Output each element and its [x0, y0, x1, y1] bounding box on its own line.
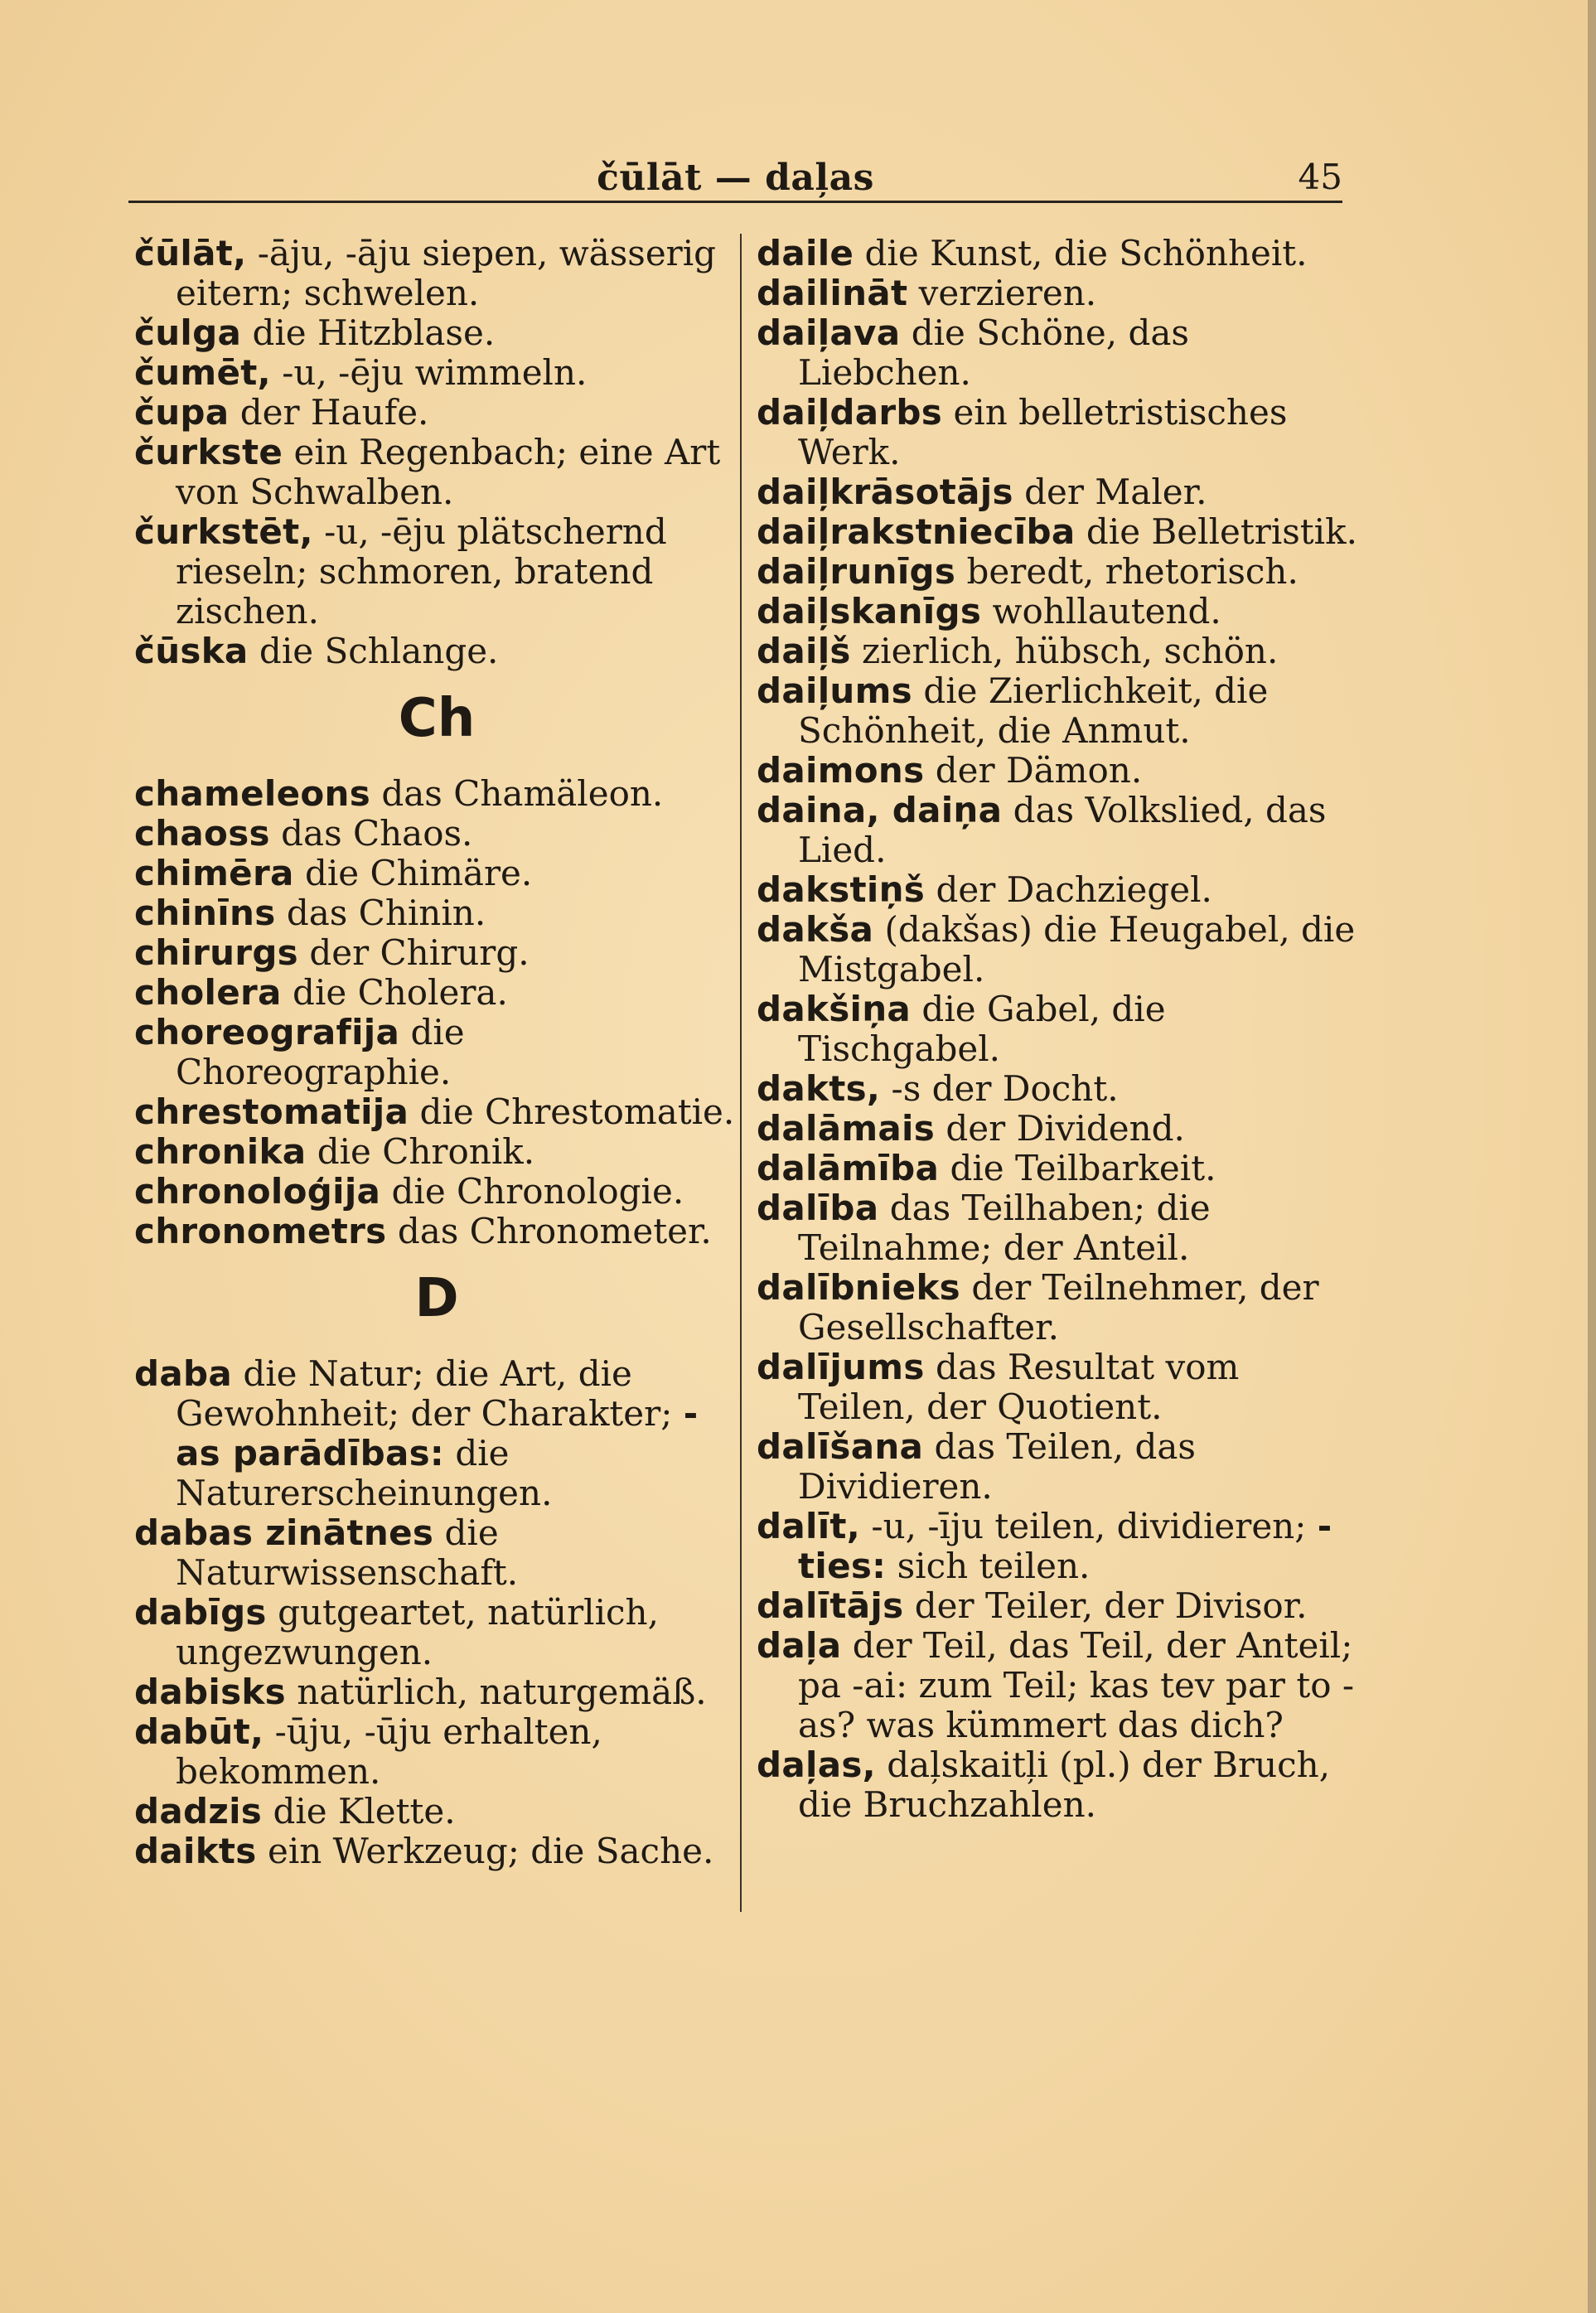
headword: čurkstēt,	[134, 511, 313, 552]
headword: dalība	[757, 1188, 879, 1228]
dictionary-entry	[134, 512, 739, 631]
dictionary-entry	[134, 1832, 739, 1871]
dictionary-entry	[757, 1507, 1361, 1586]
definition: die Gabel, die Tischgabel.	[798, 989, 1166, 1069]
definition: ein Werkzeug; die Sache.	[256, 1831, 714, 1871]
definition: der Maler.	[1013, 472, 1207, 512]
definition: das Chaos.	[269, 813, 473, 854]
dictionary-entry	[757, 1268, 1361, 1348]
headword: čupa	[134, 392, 230, 433]
definition: der Teil, das Teil, der Anteil; pa -ai: zum Teil; kas tev par to -as? was kümmert das dich?	[798, 1625, 1355, 1745]
definition: (dakšas) die Heugabel, die Mistgabel.	[798, 909, 1356, 990]
headword: chronika	[134, 1131, 307, 1172]
definition: die Schöne, das Liebchen.	[798, 312, 1189, 393]
definition: die Kunst, die Schönheit.	[854, 233, 1308, 273]
dictionary-entry	[134, 1013, 739, 1092]
dictionary-entry	[134, 854, 739, 893]
definition: -ūju, -ūju erhalten, bekommen.	[176, 1711, 602, 1792]
dictionary-entry	[134, 393, 739, 433]
headword: dadzis	[134, 1791, 263, 1832]
headword: dabīgs	[134, 1592, 267, 1633]
definition: ein Regenbach; eine Art von Schwalben.	[176, 432, 721, 512]
definition: das Volkslied, das Lied.	[798, 790, 1327, 870]
headword: chronometrs	[134, 1211, 387, 1251]
headword: chinīns	[134, 893, 276, 933]
headword: daļas,	[757, 1744, 876, 1785]
dictionary-entry	[757, 1109, 1361, 1149]
headword: chimēra	[134, 853, 294, 893]
dictionary-entry	[134, 814, 739, 854]
headword: chameleons	[134, 773, 371, 814]
dictionary-entry	[757, 1745, 1361, 1825]
dictionary-entry	[757, 1626, 1361, 1745]
headword: dalīt,	[757, 1506, 861, 1546]
headword: čurkste	[134, 432, 283, 472]
definition: die Hitzblase.	[241, 312, 496, 353]
definition: das Teilhaben; die Teilnahme; der Anteil.	[798, 1188, 1211, 1268]
dictionary-entry	[757, 751, 1361, 791]
definition: das Resultat vom Teilen, der Quotient.	[798, 1347, 1240, 1427]
definition: der Dämon.	[924, 750, 1143, 791]
definition: sich teilen.	[886, 1546, 1091, 1586]
headword: dabisks	[134, 1672, 286, 1712]
headword: dalībnieks	[757, 1267, 960, 1308]
headword: daiļums	[757, 670, 912, 711]
headword: čūska	[134, 631, 249, 671]
headword: choreografija	[134, 1012, 400, 1052]
definition: die Choreographie.	[176, 1012, 465, 1092]
dictionary-entry	[134, 313, 739, 353]
definition: daļskaitļi (pl.) der Bruch, die Bruchzahlen.	[798, 1744, 1331, 1825]
headword: chirurgs	[134, 932, 298, 973]
headword: daiļrunīgs	[757, 551, 956, 592]
dictionary-entry	[134, 1792, 739, 1832]
headword: chrestomatija	[134, 1091, 409, 1132]
dictionary-entry	[757, 552, 1361, 592]
headword: dalīšana	[757, 1426, 924, 1467]
dictionary-entry	[757, 990, 1361, 1069]
dictionary-entry	[757, 910, 1361, 990]
headword: čulga	[134, 312, 242, 353]
definition: -u, -īju teilen, dividieren;	[860, 1506, 1318, 1546]
page-edge	[1588, 0, 1596, 2313]
definition: das Chamäleon.	[370, 773, 664, 814]
entries-c-caron	[134, 234, 739, 671]
headword: dakstiņš	[757, 869, 926, 910]
definition: die Schlange.	[248, 631, 499, 671]
dictionary-entry	[134, 1712, 739, 1792]
dictionary-entry	[757, 512, 1361, 552]
definition: ein belletristisches Werk.	[798, 392, 1288, 472]
headword: daba	[134, 1353, 233, 1394]
headword: daikts	[134, 1831, 257, 1871]
entries-d	[134, 1354, 739, 1871]
dictionary-entry	[134, 1593, 739, 1672]
definition: die Chimäre.	[293, 853, 533, 893]
definition: die Chronik.	[306, 1131, 535, 1172]
running-head: čūlāt — daļas	[597, 157, 874, 199]
dictionary-entry	[134, 1132, 739, 1172]
section-heading-ch: Ch	[398, 688, 476, 749]
dictionary-entry	[757, 1586, 1361, 1626]
dictionary-entry	[757, 1069, 1361, 1109]
definition: die Teilbarkeit.	[939, 1148, 1216, 1188]
headword: čūlāt,	[134, 233, 247, 273]
page-header	[128, 156, 1342, 203]
headword: daiļdarbs	[757, 392, 943, 433]
headword: dakts,	[757, 1068, 881, 1109]
headword: cholera	[134, 972, 282, 1013]
dictionary-entry	[134, 1172, 739, 1212]
dictionary-entry	[757, 234, 1361, 273]
dictionary-entry	[757, 592, 1361, 631]
definition: wohllautend.	[981, 591, 1221, 631]
dictionary-entry	[134, 631, 739, 671]
headword: dalāmais	[757, 1108, 936, 1149]
definition: -u, -ēju plätschernd rieseln; schmoren, bratend zischen.	[176, 511, 667, 631]
definition: -s der Docht.	[880, 1068, 1119, 1109]
headword: chronoloģija	[134, 1171, 381, 1212]
dictionary-entry	[757, 631, 1361, 671]
dictionary-entry	[134, 1354, 739, 1513]
section-heading-d: D	[414, 1268, 459, 1329]
definition: der Teiler, der Divisor.	[903, 1585, 1308, 1626]
definition: der Dachziegel.	[925, 869, 1212, 910]
definition: der Haufe.	[229, 392, 429, 433]
definition: der Dividend.	[935, 1108, 1185, 1149]
dictionary-entry	[757, 1427, 1361, 1507]
definition: der Teilnehmer, der Gesellschafter.	[798, 1267, 1319, 1348]
headword: chaoss	[134, 813, 270, 854]
headword: dalījums	[757, 1347, 925, 1387]
left-column	[134, 234, 739, 1871]
dictionary-entry	[757, 1149, 1361, 1188]
definition: die Cholera.	[281, 972, 508, 1013]
headword: daiļskanīgs	[757, 591, 982, 631]
definition: verzieren.	[907, 273, 1097, 313]
definition: gutgeartet, natürlich, ungezwungen.	[176, 1592, 659, 1672]
dictionary-entry	[757, 393, 1361, 472]
dictionary-entry	[134, 893, 739, 933]
headword: dabūt,	[134, 1711, 264, 1752]
definition: die Klette.	[262, 1791, 456, 1832]
definition: die Natur; die Art, die Gewohnheit; der Charakter;	[176, 1353, 684, 1434]
entries-da	[757, 234, 1361, 1825]
right-column	[757, 234, 1361, 1825]
headword: daiļš	[757, 631, 851, 671]
definition: beredt, rhetorisch.	[955, 551, 1299, 592]
definition: der Chirurg.	[297, 932, 530, 973]
headword: daiļrakstniecība	[757, 511, 1076, 552]
dictionary-entry	[134, 353, 739, 393]
definition: zierlich, hübsch, schön.	[850, 631, 1279, 671]
definition: -āju, -āju siepen, wässerig eitern; schwelen.	[176, 233, 717, 313]
dictionary-entry	[134, 973, 739, 1013]
dictionary-entry	[757, 870, 1361, 910]
headword: daiļava	[757, 312, 901, 353]
dictionary-entry	[757, 313, 1361, 393]
headword: dalītājs	[757, 1585, 904, 1626]
headword: dabas zinātnes	[134, 1512, 434, 1553]
dictionary-entry	[134, 1513, 739, 1593]
dictionary-entry	[757, 1348, 1361, 1427]
dictionary-entry	[757, 472, 1361, 512]
definition: die Zierlichkeit, die Schönheit, die Anmut.	[798, 670, 1269, 751]
definition: die Naturwissenschaft.	[176, 1512, 519, 1593]
definition: die Chronologie.	[380, 1171, 684, 1212]
definition: -u, -ēju wimmeln.	[270, 352, 588, 393]
dictionary-entry	[134, 1092, 739, 1132]
headword: daile	[757, 233, 854, 273]
dictionary-entry	[134, 933, 739, 973]
dictionary-entry	[757, 671, 1361, 751]
headword: daļa	[757, 1625, 842, 1666]
definition: das Teilen, das Dividieren.	[798, 1426, 1196, 1507]
headword: dailināt	[757, 273, 908, 313]
definition: die Chrestomatie.	[409, 1091, 735, 1132]
headword: dakšiņa	[757, 989, 912, 1029]
definition: die Belletristik.	[1075, 511, 1357, 552]
headword: -as parādības:	[176, 1393, 699, 1473]
headword: daiļkrāsotājs	[757, 472, 1013, 512]
headword: dakša	[757, 909, 874, 950]
definition: das Chinin.	[275, 893, 486, 933]
dictionary-entry	[757, 1188, 1361, 1268]
dictionary-entry	[134, 433, 739, 512]
definition: das Chronometer.	[386, 1211, 712, 1251]
dictionary-entry	[757, 791, 1361, 870]
dictionary-entry	[134, 1672, 739, 1712]
page-number: 45	[1298, 157, 1342, 197]
headword: čumēt,	[134, 352, 271, 393]
column-divider	[740, 234, 742, 1912]
headword: -ties:	[798, 1506, 1332, 1586]
dictionary-entry	[134, 234, 739, 313]
headword: daimons	[757, 750, 925, 791]
definition: natürlich, naturgemäß.	[285, 1672, 707, 1712]
entries-ch	[134, 774, 739, 1251]
headword: dalāmība	[757, 1148, 940, 1188]
dictionary-entry	[134, 774, 739, 814]
headword: daina, daiņa	[757, 790, 1003, 830]
definition: die Naturerscheinungen.	[176, 1433, 553, 1513]
dictionary-entry	[134, 1212, 739, 1251]
dictionary-entry	[757, 273, 1361, 313]
